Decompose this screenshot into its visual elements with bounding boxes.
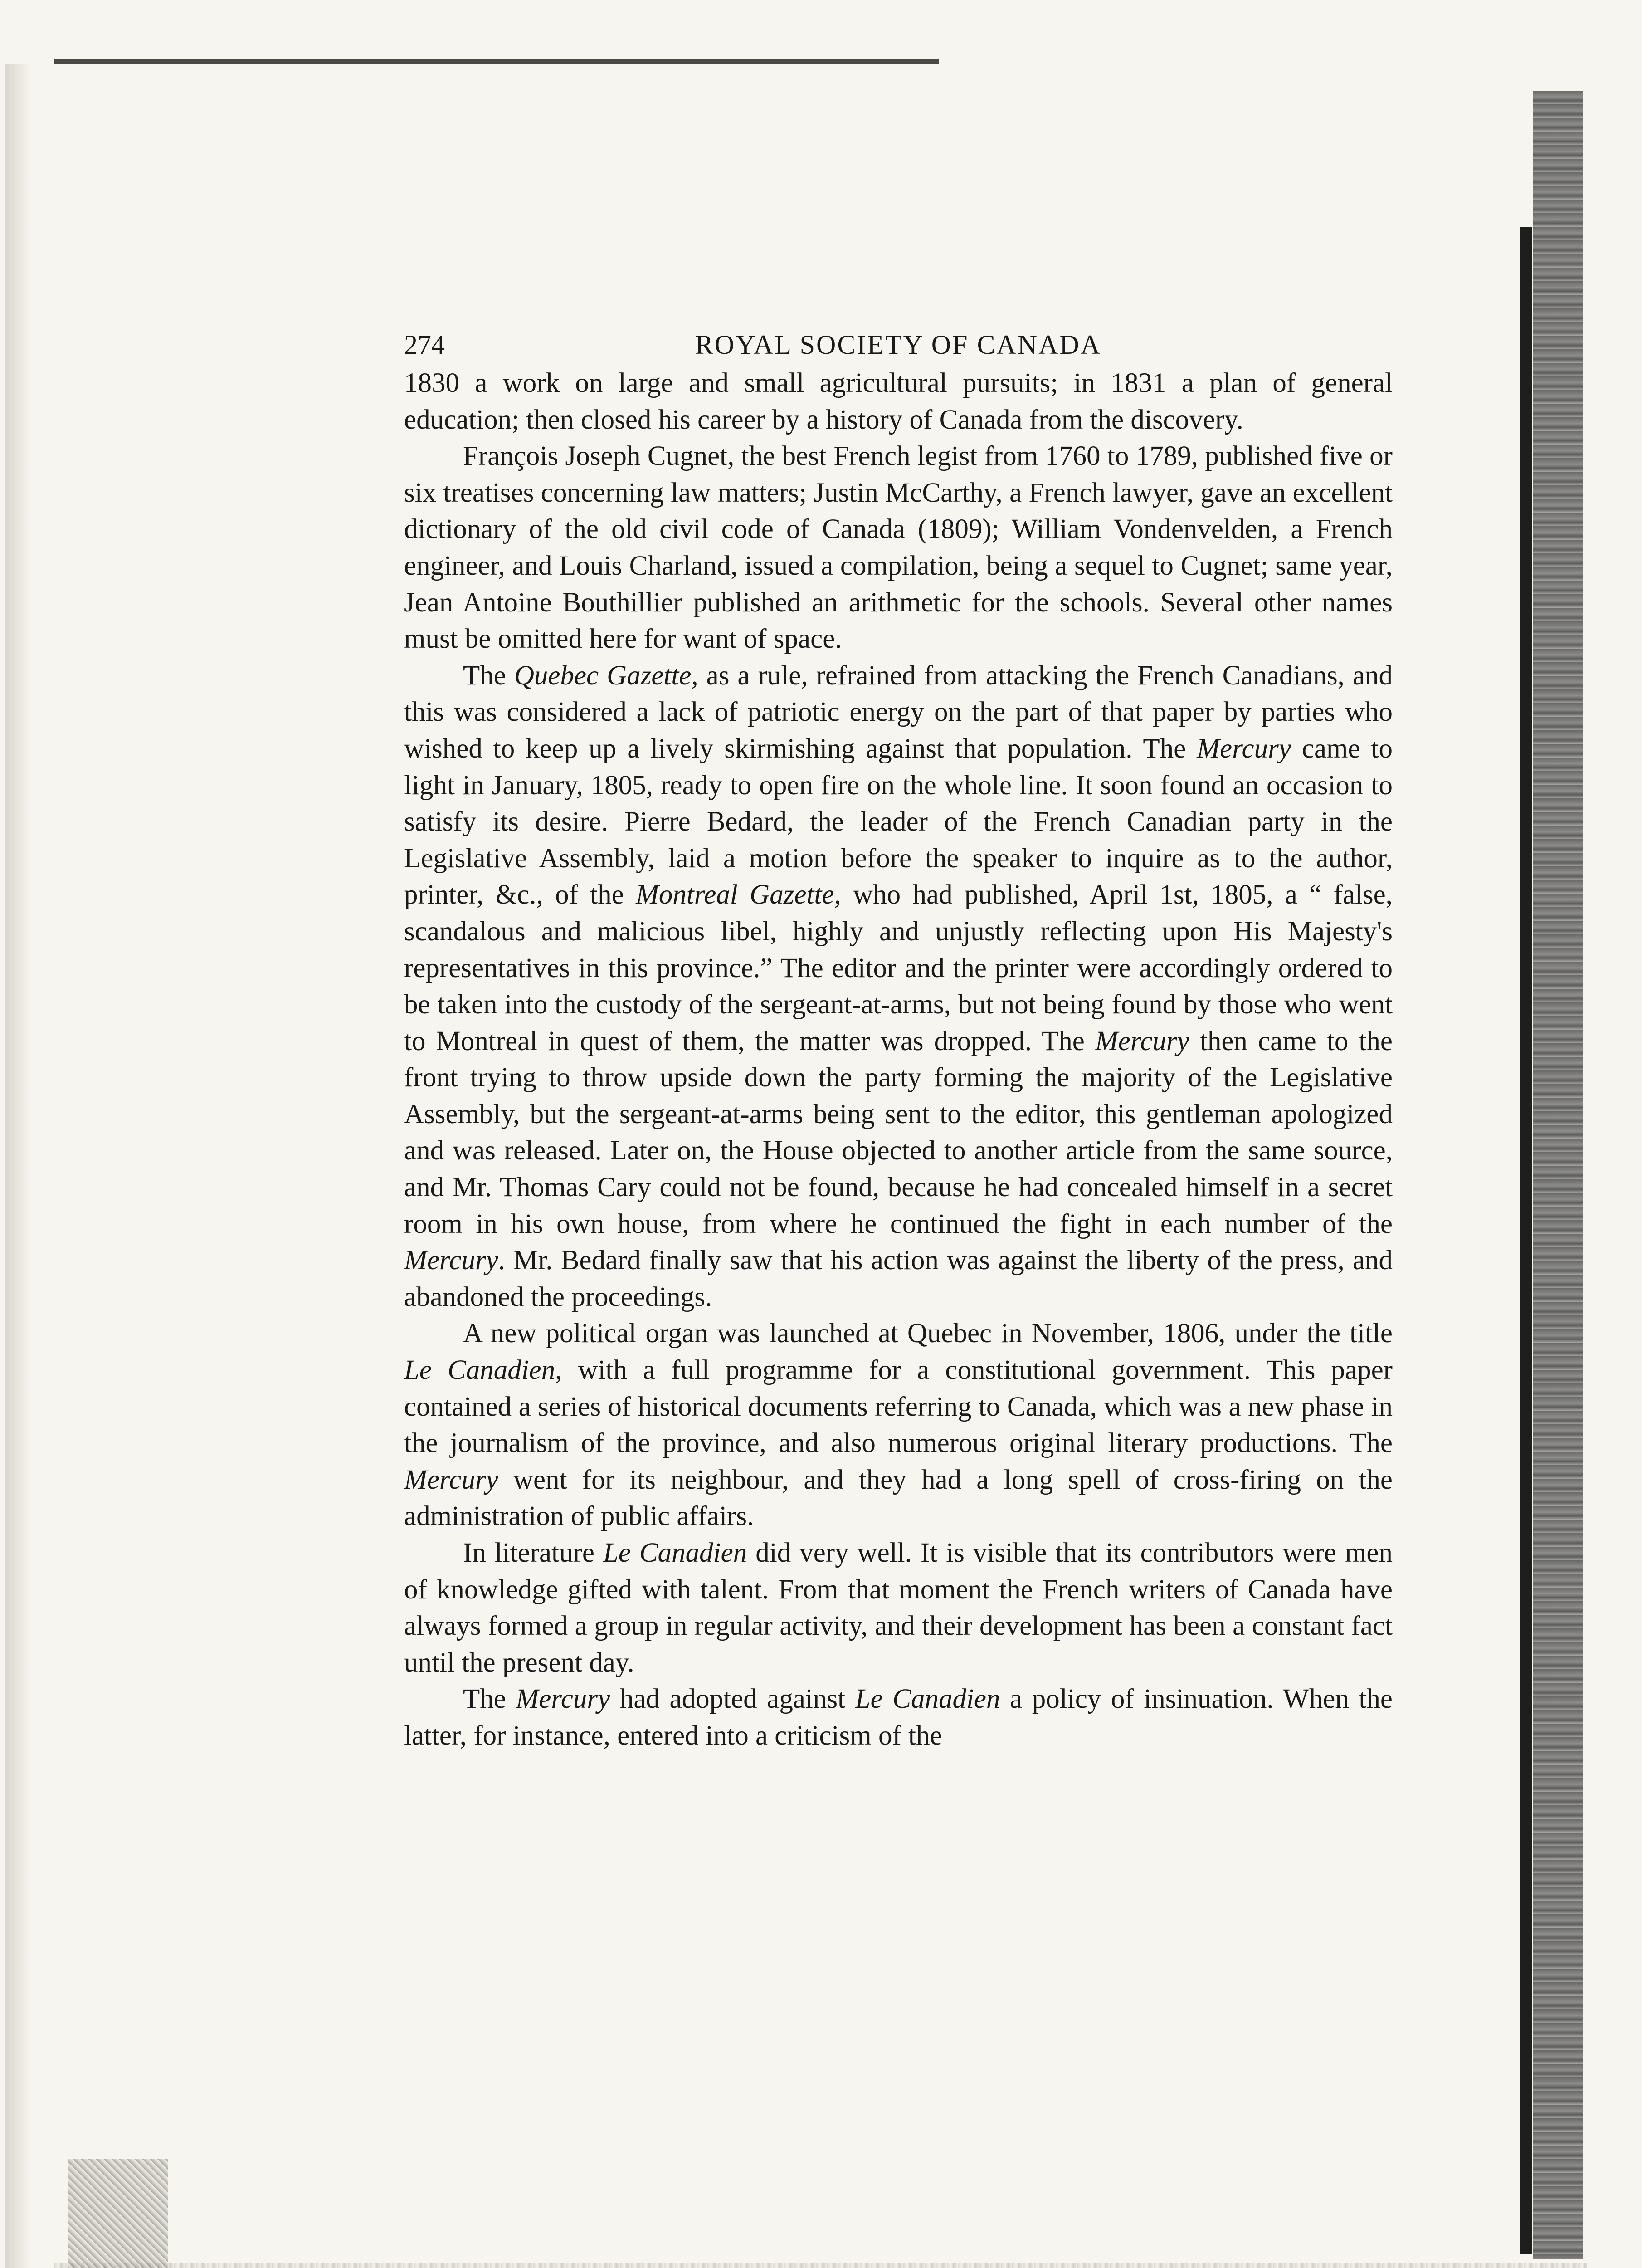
text-run: . Mr. Bedard finally saw that his action was against the liberty of the press, and abandoned the proceedings. xyxy=(404,1245,1393,1312)
scan-bottom-left-speckle xyxy=(68,2159,168,2268)
text-run: a policy of insinuation. When the latter, for instance, entered into a criticism of the xyxy=(404,1684,1393,1751)
italic-title: Le Canadien xyxy=(603,1538,747,1568)
text-run: 1830 a work on large and small agricultural pursuits; in 1831 a plan of general education; then closed his career by a history of Canada from the discovery. xyxy=(404,368,1393,435)
text-run: The xyxy=(463,1684,516,1715)
italic-title: Mercury xyxy=(404,1245,498,1276)
journal-title: ROYAL SOCIETY OF CANADA xyxy=(695,330,1102,360)
text-run: François Joseph Cugnet, the best French legist from 1760 to 1789, published five or six treatises concerning law matters; Justin McCarthy, a French lawyer, gave an excellent dictionary of the old civil code of Canada (1809); William Vondenvelden, a French engineer, and Louis Charland, issued a compilation, being a sequel to Cugnet; same year, Jean Antoine Bouthillier published an arithmetic for the schools. Several other names must be omitted here for want of space. xyxy=(404,441,1393,655)
text-run: , as a rule, refrained from attacking the French Canadians, and this was considered a lack of patriotic energy on the part of that paper by parties who wished to keep up a lively skirmishing against that population. The xyxy=(404,660,1393,764)
scan-right-dark-bar xyxy=(1520,227,1532,2254)
scan-top-rule xyxy=(54,59,939,64)
italic-title: Quebec Gazette xyxy=(514,660,692,691)
scan-right-binding-edge xyxy=(1533,91,1583,2259)
body-text xyxy=(404,365,1393,1755)
italic-title: Mercury xyxy=(404,1464,498,1495)
page-number: 274 xyxy=(404,330,445,360)
scan-left-edge xyxy=(5,64,32,2268)
document-page xyxy=(404,324,1393,1755)
text-run: , who had published, April 1st, 1805, a “ false, scandalous and malicious libel, highly and unjustly reflecting upon His Majesty's representatives in this province.” The editor and the printer were accordingly ordered to be taken into the custody of the sergeant-at-arms, but not being found by those who went to Montreal in quest of them, the matter was dropped. The xyxy=(404,880,1393,1056)
text-run: In literature xyxy=(463,1538,603,1568)
italic-title: Montreal Gazette xyxy=(636,880,834,910)
paragraph xyxy=(404,1535,1393,1681)
text-run: then came to the front trying to throw upside down the party forming the majority of the Legislative Assembly, but the sergeant-at-arms being sent to the editor, this gentleman apologized and was released. Later on, the House objected to another article from the same source, and Mr. Thomas Cary could not be found, because he had concealed himself in a secret room in his own house, from where he continued the fight in each number of the xyxy=(404,1026,1393,1239)
text-run: went for its neighbour, and they had a long spell of cross-firing on the administration of public affairs. xyxy=(404,1464,1393,1532)
italic-title: Le Canadien xyxy=(855,1684,1000,1715)
running-head xyxy=(404,324,1393,365)
italic-title: Mercury xyxy=(1095,1026,1189,1056)
paragraph xyxy=(404,365,1393,438)
text-run: came to light in January, 1805, ready to open fire on the whole line. It soon found an occasion to satisfy its desire. Pierre Bedard, the leader of the French Canadian party in the Legislative Assembly, laid a motion before the speaker to inquire as to the author, printer, &c., of the xyxy=(404,733,1393,910)
text-run: The xyxy=(463,660,514,691)
text-run: did very well. It is visible that its contributors were men of knowledge gifted with talent. From that moment the French writers of Canada have always formed a group in regular activity, and their development has been a constant fact until the present day. xyxy=(404,1538,1393,1678)
italic-title: Mercury xyxy=(1197,733,1291,764)
paragraph xyxy=(404,1681,1393,1754)
paragraph xyxy=(404,658,1393,1316)
text-run: A new political organ was launched at Quebec in November, 1806, under the title xyxy=(463,1318,1393,1349)
scan-bottom-noise xyxy=(54,2263,1587,2268)
text-run: had adopted against xyxy=(610,1684,855,1715)
paragraph xyxy=(404,438,1393,658)
italic-title: Le Canadien xyxy=(404,1355,555,1386)
paragraph xyxy=(404,1315,1393,1535)
italic-title: Mercury xyxy=(516,1684,610,1715)
text-run: , with a full programme for a constitutional government. This paper contained a series of historical documents referring to Canada, which was a new phase in the journalism of the province, and also numerous original literary productions. The xyxy=(404,1355,1393,1459)
